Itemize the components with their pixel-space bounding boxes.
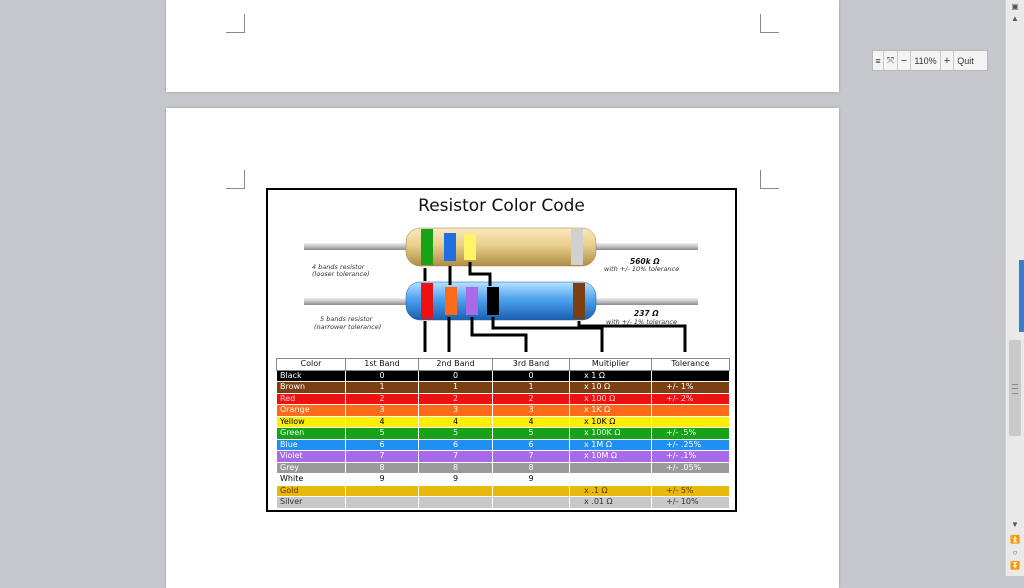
table-cell: 3 [493,405,570,417]
table-cell: Blue [277,439,346,451]
table-cell: +/- 1% [652,382,730,394]
table-row [277,428,730,440]
table-cell: 0 [419,370,493,382]
table-cell: x 10 Ω [570,382,652,394]
table-cell: x 1M Ω [570,439,652,451]
resistor5-tolerance: with +/- 1% tolerance [606,318,677,326]
table-cell: 0 [346,370,419,382]
table-row [277,393,730,405]
table-cell: Orange [277,405,346,417]
table-cell: Silver [277,497,346,509]
band-blue [444,233,456,261]
zoom-out-button[interactable]: − [898,51,911,70]
margin-corner-mark [226,14,245,33]
table-cell: +/- .1% [652,451,730,463]
table-cell: 6 [419,439,493,451]
table-cell: 8 [346,462,419,474]
previous-page-icon[interactable]: ⏫ [1010,535,1020,544]
fit-to-page-icon[interactable]: ⤧ [884,51,898,70]
table-cell: 7 [346,451,419,463]
table-cell [652,405,730,417]
table-cell: 8 [419,462,493,474]
band-green [421,229,433,265]
table-cell: 8 [493,462,570,474]
column-header: 3rd Band [493,359,570,371]
table-cell [652,474,730,486]
table-cell: 6 [493,439,570,451]
margin-corner-mark [760,170,779,189]
table-cell: 3 [419,405,493,417]
resistor5-label: (narrower tolerance) [314,323,382,331]
table-cell: 7 [419,451,493,463]
browse-object-icon[interactable]: ○ [1012,548,1018,557]
table-cell [346,485,419,497]
table-cell: 6 [346,439,419,451]
table-header-row [277,359,730,371]
table-cell: 4 [346,416,419,428]
page-layout-icon[interactable]: ▣ [1011,2,1019,11]
table-cell: 5 [346,428,419,440]
column-header: Tolerance [652,359,730,371]
table-cell: Brown [277,382,346,394]
band-yellow [464,234,476,260]
zoom-level[interactable]: 110% [911,51,941,70]
band-black [487,287,499,315]
table-cell: 2 [419,393,493,405]
resistor4-label: 4 bands resistor [312,263,365,271]
resistor-color-code-figure [266,188,737,512]
resistor5-value: 237 Ω [634,309,659,318]
table-cell: 7 [493,451,570,463]
table-cell: Grey [277,462,346,474]
table-cell: 1 [346,382,419,394]
table-cell: +/- 10% [652,497,730,509]
table-cell: 5 [493,428,570,440]
table-cell [493,497,570,509]
band-silver [571,229,583,265]
next-page-icon[interactable]: ⏬ [1010,561,1020,570]
table-cell: 0 [493,370,570,382]
table-cell: +/- 2% [652,393,730,405]
table-row [277,370,730,382]
table-cell: 9 [493,474,570,486]
resistor5-label: 5 bands resistor [320,315,373,323]
table-row [277,439,730,451]
margin-corner-mark [760,14,779,33]
table-cell [570,474,652,486]
column-header: 2nd Band [419,359,493,371]
color-code-table [276,358,730,509]
table-cell: 1 [419,382,493,394]
table-cell: 3 [346,405,419,417]
resistor4-value: 560k Ω [630,257,660,266]
column-header: Multiplier [570,359,652,371]
table-cell: 5 [419,428,493,440]
table-cell: +/- .25% [652,439,730,451]
table-cell: x 100K Ω [570,428,652,440]
table-cell: Black [277,370,346,382]
table-cell [346,497,419,509]
table-cell: 9 [346,474,419,486]
table-cell: x .01 Ω [570,497,652,509]
table-cell [652,416,730,428]
table-row [277,462,730,474]
table-cell: White [277,474,346,486]
table-cell: Violet [277,451,346,463]
zoom-toolbar [872,50,988,71]
table-cell: Gold [277,485,346,497]
resistor-body-4band [406,228,596,266]
resistor-diagram [268,190,735,360]
column-header: 1st Band [346,359,419,371]
table-cell: x 10K Ω [570,416,652,428]
table-cell: +/- .05% [652,462,730,474]
table-row [277,405,730,417]
band-brown [573,283,585,319]
table-cell: x .1 Ω [570,485,652,497]
column-header: Color [277,359,346,371]
table-cell: Green [277,428,346,440]
document-page-1 [166,0,839,92]
table-row [277,485,730,497]
side-panel-tab[interactable] [1019,260,1024,332]
zoom-in-button[interactable]: + [941,51,954,70]
table-cell: Red [277,393,346,405]
resistor4-tolerance: with +/- 10% tolerance [604,265,680,273]
table-cell [419,497,493,509]
table-cell: x 100 Ω [570,393,652,405]
scroll-up-arrow-icon[interactable]: ▲ [1011,14,1019,23]
margin-corner-mark [226,170,245,189]
scroll-down-arrow-icon[interactable]: ▼ [1011,520,1019,529]
table-cell: 4 [493,416,570,428]
table-cell [419,485,493,497]
table-cell: Yellow [277,416,346,428]
table-row [277,497,730,509]
table-cell [652,370,730,382]
resistor4-label: (looser tolerance) [312,270,370,278]
table-cell: 1 [493,382,570,394]
table-row [277,416,730,428]
table-cell: +/- .5% [652,428,730,440]
band-red [421,283,433,319]
table-row [277,451,730,463]
table-row [277,382,730,394]
table-cell [570,462,652,474]
figure-title: Resistor Color Code [418,196,585,216]
table-cell: x 1 Ω [570,370,652,382]
table-cell: 9 [419,474,493,486]
band-orange [445,287,457,315]
grip-icon [1012,384,1018,394]
table-cell: +/- 5% [652,485,730,497]
table-cell: 2 [346,393,419,405]
table-cell: 4 [419,416,493,428]
table-cell: 2 [493,393,570,405]
menu-icon[interactable]: ≡ [873,51,884,70]
band-violet [466,287,478,315]
resistor-body-5band [406,282,596,320]
table-cell: x 1K Ω [570,405,652,417]
table-row [277,474,730,486]
table-cell: x 10M Ω [570,451,652,463]
scrollbar-thumb[interactable] [1009,340,1021,436]
table-cell [493,485,570,497]
quit-button[interactable]: Quit [957,55,974,66]
